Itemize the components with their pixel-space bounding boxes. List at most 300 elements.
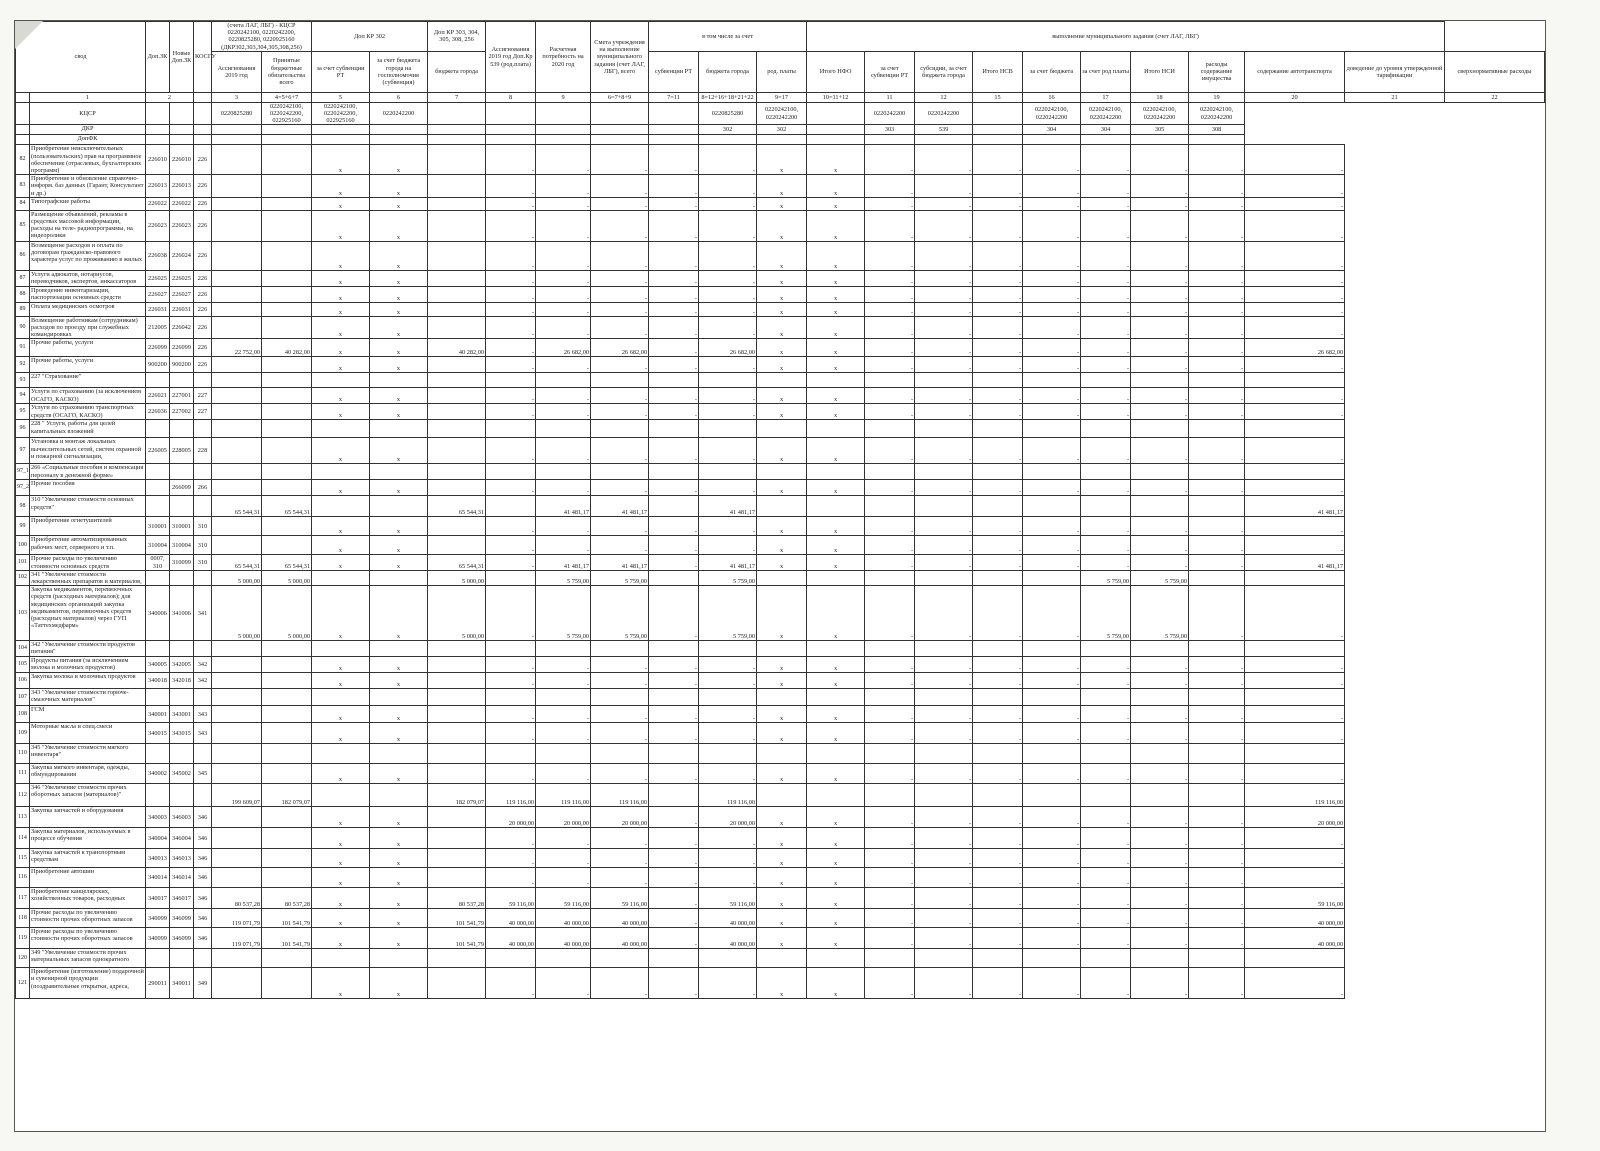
row-name: Закупка запчастей и оборудования xyxy=(30,807,146,828)
dash-mark: - xyxy=(1189,145,1245,175)
dash-mark: - xyxy=(649,270,699,286)
kcsr-code-cell xyxy=(146,102,170,125)
header-dovedenie: доведение до уровня утвержденной тарификации xyxy=(1345,51,1445,92)
header-num: 6 xyxy=(370,92,428,102)
dash-mark: - xyxy=(973,480,1023,496)
dash-mark: - xyxy=(1131,197,1189,210)
value-cell xyxy=(649,496,699,517)
value-cell-sverh: 59 116,00 xyxy=(1245,888,1345,909)
value-cell xyxy=(1023,949,1081,968)
dash-mark: - xyxy=(536,828,591,849)
value-cell-sverh: - xyxy=(1245,145,1345,175)
value-cell xyxy=(312,949,370,968)
row-dop-zk xyxy=(146,784,170,807)
value-cell xyxy=(1023,784,1081,807)
row-name: Продукты питания (за исключением молока и молочных продуктов) xyxy=(30,657,146,673)
dkr-code-cell: 305 xyxy=(1131,125,1189,135)
dash-mark: - xyxy=(1189,968,1245,999)
x-mark: x xyxy=(807,339,865,357)
value-cell xyxy=(262,145,312,175)
header-mun-task: выполнение муниципального задания (счет ЛАГ, ЛБГ) xyxy=(807,22,1445,52)
row-new-dop-zk: 226031 xyxy=(170,302,194,316)
x-mark: x xyxy=(757,388,807,404)
dkr-code-cell xyxy=(312,125,370,135)
x-mark: x xyxy=(807,357,865,373)
value-cell: 5 759,00 xyxy=(699,570,757,585)
value-cell: 5 000,00 xyxy=(262,586,312,641)
value-cell xyxy=(428,210,486,241)
dash-mark: - xyxy=(1131,706,1189,723)
dash-mark: - xyxy=(1131,673,1189,689)
x-mark: x xyxy=(807,517,865,536)
dash-mark: - xyxy=(1131,555,1189,570)
dash-mark: - xyxy=(1081,807,1131,828)
value-cell xyxy=(212,357,262,373)
header-svod: свод xyxy=(16,22,146,93)
value-cell xyxy=(757,373,807,388)
x-mark: x xyxy=(312,316,370,339)
dash-mark: - xyxy=(865,286,915,302)
dkr-code-cell xyxy=(170,125,194,135)
dash-mark: - xyxy=(1023,316,1081,339)
x-mark: x xyxy=(757,586,807,641)
dash-mark: - xyxy=(536,657,591,673)
value-cell-sverh: - xyxy=(1245,586,1345,641)
value-cell xyxy=(262,723,312,744)
dash-mark: - xyxy=(1131,145,1189,175)
x-mark: x xyxy=(312,657,370,673)
value-cell xyxy=(591,464,649,480)
value-cell xyxy=(649,744,699,764)
row-kosgu xyxy=(194,373,212,388)
value-cell: 119 116,00 xyxy=(699,784,757,807)
dash-mark: - xyxy=(536,764,591,784)
row-number: 94 xyxy=(16,388,30,404)
value-cell xyxy=(262,641,312,657)
row-number: 116 xyxy=(16,868,30,888)
dash-mark: - xyxy=(915,764,973,784)
x-mark: x xyxy=(807,807,865,828)
row-dop-zk: 226021 xyxy=(146,388,170,404)
x-mark: x xyxy=(807,316,865,339)
value-cell xyxy=(212,536,262,555)
value-cell xyxy=(428,828,486,849)
x-mark: x xyxy=(370,241,428,270)
dash-mark: - xyxy=(699,723,757,744)
value-cell xyxy=(428,673,486,689)
dash-mark: - xyxy=(1189,241,1245,270)
value-cell xyxy=(428,657,486,673)
kcsr-code-cell: 0220242100, 0220242200, 022925160 xyxy=(312,102,370,125)
value-cell xyxy=(1131,496,1189,517)
dash-mark: - xyxy=(915,536,973,555)
value-cell xyxy=(807,641,865,657)
value-cell xyxy=(486,373,536,388)
x-mark: x xyxy=(312,404,370,420)
header-num: 11 xyxy=(865,92,915,102)
dash-mark: - xyxy=(1023,555,1081,570)
dash-mark: - xyxy=(973,404,1023,420)
kcsr-code-cell: 0220825280 xyxy=(699,102,757,125)
value-cell-sverh: - xyxy=(1245,536,1345,555)
value-cell: 40 000,00 xyxy=(699,928,757,949)
value-cell xyxy=(212,744,262,764)
dash-mark: - xyxy=(865,828,915,849)
value-cell xyxy=(757,420,807,438)
x-mark: x xyxy=(757,706,807,723)
value-cell xyxy=(428,517,486,536)
value-cell xyxy=(973,784,1023,807)
dash-mark: - xyxy=(649,968,699,999)
dash-mark: - xyxy=(973,286,1023,302)
row-number: 105 xyxy=(16,657,30,673)
table-cell xyxy=(146,135,170,145)
row-new-dop-zk: 226024 xyxy=(170,241,194,270)
value-cell xyxy=(915,949,973,968)
value-cell xyxy=(312,744,370,764)
value-cell: 20 000,00 xyxy=(699,807,757,828)
value-cell xyxy=(915,464,973,480)
header-itogo-nsv: Итого НСВ xyxy=(973,51,1023,92)
kcsr-code-cell: 0220242100, 0220242200, 022925160 xyxy=(262,102,312,125)
value-cell: 119 071,79 xyxy=(212,928,262,949)
header-accepted: Принятые бюджетные обязательства всего xyxy=(262,51,312,92)
value-cell xyxy=(312,570,370,585)
row-number: 104 xyxy=(16,641,30,657)
kcsr-code-cell xyxy=(649,102,699,125)
value-cell xyxy=(973,570,1023,585)
dash-mark: - xyxy=(1081,270,1131,286)
dash-mark: - xyxy=(649,673,699,689)
dash-mark: - xyxy=(915,388,973,404)
value-cell xyxy=(699,373,757,388)
x-mark: x xyxy=(807,145,865,175)
value-cell xyxy=(262,828,312,849)
x-mark: x xyxy=(370,388,428,404)
table-row xyxy=(16,480,1545,496)
value-cell: 5 759,00 xyxy=(1081,586,1131,641)
x-mark: x xyxy=(757,480,807,496)
value-cell xyxy=(262,373,312,388)
x-mark: x xyxy=(370,480,428,496)
header-num: 7 xyxy=(428,92,486,102)
dash-mark: - xyxy=(1189,586,1245,641)
dash-mark: - xyxy=(1189,807,1245,828)
row-name: Приобретение автоматизированных рабочих мест, серверного и т.п. xyxy=(30,536,146,555)
x-mark: x xyxy=(370,210,428,241)
x-mark: x xyxy=(370,145,428,175)
value-cell xyxy=(536,373,591,388)
value-cell xyxy=(915,373,973,388)
table-row xyxy=(16,316,1545,339)
value-cell xyxy=(212,764,262,784)
value-cell xyxy=(1081,689,1131,706)
header-num-blank xyxy=(194,92,212,102)
dash-mark: - xyxy=(915,270,973,286)
dash-mark: - xyxy=(1189,210,1245,241)
row-name: Закупка запчастей к транспортным средствам xyxy=(30,849,146,868)
value-cell xyxy=(649,464,699,480)
value-cell xyxy=(807,373,865,388)
dkr-code-cell xyxy=(146,125,170,135)
dash-mark: - xyxy=(865,849,915,868)
value-cell-sverh: - xyxy=(1245,175,1345,198)
dash-mark: - xyxy=(865,723,915,744)
dash-mark: - xyxy=(699,480,757,496)
dash-mark: - xyxy=(1131,807,1189,828)
x-mark: x xyxy=(757,357,807,373)
value-cell: 80 537,28 xyxy=(212,888,262,909)
value-cell-sverh: - xyxy=(1245,657,1345,673)
row-dop-zk xyxy=(146,641,170,657)
value-cell: 20 000,00 xyxy=(486,807,536,828)
dash-mark: - xyxy=(536,868,591,888)
value-cell xyxy=(262,464,312,480)
value-cell: 65 544,31 xyxy=(428,496,486,517)
row-kosgu: 346 xyxy=(194,909,212,928)
dash-mark: - xyxy=(536,673,591,689)
value-cell xyxy=(1023,464,1081,480)
dash-mark: - xyxy=(1189,706,1245,723)
row-kosgu: 346 xyxy=(194,807,212,828)
dash-mark: - xyxy=(486,145,536,175)
header-kcsr-group: (счета ЛАГ, ЛБГ) - КЦСР 0220242100, 0220242200, 0220825280, 0220925160 (ДКР302,303,304,305,308,256) xyxy=(212,22,312,52)
value-cell xyxy=(1131,641,1189,657)
dash-mark: - xyxy=(1023,175,1081,198)
dash-mark: - xyxy=(915,241,973,270)
value-cell: 65 544,31 xyxy=(428,555,486,570)
row-new-dop-zk xyxy=(170,570,194,585)
value-cell xyxy=(212,657,262,673)
row-new-dop-zk: 900200 xyxy=(170,357,194,373)
value-cell xyxy=(1081,496,1131,517)
x-mark: x xyxy=(370,764,428,784)
value-cell xyxy=(212,145,262,175)
x-mark: x xyxy=(807,928,865,949)
value-cell-sverh: 26 682,00 xyxy=(1245,339,1345,357)
row-new-dop-zk: 342018 xyxy=(170,673,194,689)
x-mark: x xyxy=(807,388,865,404)
x-mark: x xyxy=(757,928,807,949)
dash-mark: - xyxy=(973,357,1023,373)
x-mark: x xyxy=(370,555,428,570)
row-new-dop-zk: 349011 xyxy=(170,968,194,999)
dash-mark: - xyxy=(973,723,1023,744)
table-row xyxy=(16,673,1545,689)
x-mark: x xyxy=(370,286,428,302)
x-mark: x xyxy=(807,888,865,909)
dash-mark: - xyxy=(536,723,591,744)
dash-mark: - xyxy=(1081,210,1131,241)
dash-mark: - xyxy=(1131,657,1189,673)
value-cell: 65 544,31 xyxy=(212,496,262,517)
x-mark: x xyxy=(807,210,865,241)
header-rod-platy: род. платы xyxy=(757,51,807,92)
row-new-dop-zk: 346099 xyxy=(170,928,194,949)
table-cell xyxy=(699,135,757,145)
table-cell xyxy=(915,135,973,145)
table-row xyxy=(16,784,1545,807)
x-mark: x xyxy=(757,517,807,536)
table-cell xyxy=(486,135,536,145)
value-cell xyxy=(262,849,312,868)
row-number: 106 xyxy=(16,673,30,689)
value-cell xyxy=(1081,420,1131,438)
dash-mark: - xyxy=(699,968,757,999)
value-cell xyxy=(212,404,262,420)
x-mark: x xyxy=(312,286,370,302)
dash-mark: - xyxy=(973,888,1023,909)
dash-mark: - xyxy=(915,286,973,302)
table-row xyxy=(16,270,1545,286)
dash-mark: - xyxy=(915,849,973,868)
dash-mark: - xyxy=(699,764,757,784)
row-dop-zk: 340005 xyxy=(146,657,170,673)
dash-mark: - xyxy=(915,517,973,536)
value-cell xyxy=(1023,744,1081,764)
dash-mark: - xyxy=(591,241,649,270)
value-cell: 65 544,31 xyxy=(262,496,312,517)
kcsr-code-cell: 0220242100, 0220242200 xyxy=(1189,102,1245,125)
x-mark: x xyxy=(312,555,370,570)
dash-mark: - xyxy=(1081,339,1131,357)
dash-mark: - xyxy=(536,357,591,373)
row-dop-zk: 226027 xyxy=(146,286,170,302)
dash-mark: - xyxy=(649,302,699,316)
value-cell xyxy=(1131,373,1189,388)
table-cell xyxy=(1023,135,1081,145)
dash-mark: - xyxy=(699,517,757,536)
dash-mark: - xyxy=(536,241,591,270)
value-cell xyxy=(312,420,370,438)
x-mark: x xyxy=(370,197,428,210)
row-name: 349 "Увеличение стоимости прочих материальных запасов однократного xyxy=(30,949,146,968)
value-cell xyxy=(262,480,312,496)
kcsr-row xyxy=(16,102,1545,125)
dash-mark: - xyxy=(865,480,915,496)
dash-mark: - xyxy=(973,764,1023,784)
dash-mark: - xyxy=(1023,404,1081,420)
dash-mark: - xyxy=(915,909,973,928)
value-cell xyxy=(212,723,262,744)
x-mark: x xyxy=(312,270,370,286)
value-cell xyxy=(262,673,312,689)
dash-mark: - xyxy=(1081,145,1131,175)
dash-mark: - xyxy=(865,928,915,949)
x-mark: x xyxy=(757,673,807,689)
dash-mark: - xyxy=(591,438,649,464)
dkr-code-cell xyxy=(212,125,262,135)
header-num: 21 xyxy=(1345,92,1445,102)
value-cell: 59 116,00 xyxy=(536,888,591,909)
value-cell xyxy=(486,744,536,764)
x-mark: x xyxy=(757,210,807,241)
value-cell: 80 537,28 xyxy=(262,888,312,909)
dash-mark: - xyxy=(1023,673,1081,689)
value-cell xyxy=(865,641,915,657)
dash-mark: - xyxy=(973,517,1023,536)
dash-mark: - xyxy=(1081,302,1131,316)
row-new-dop-zk: 346003 xyxy=(170,807,194,828)
kcsr-code-cell xyxy=(973,102,1023,125)
row-kosgu: 228 xyxy=(194,438,212,464)
x-mark: x xyxy=(370,586,428,641)
header-num: 7=11 xyxy=(649,92,699,102)
value-cell-sverh xyxy=(1245,949,1345,968)
row-new-dop-zk xyxy=(170,464,194,480)
value-cell xyxy=(1189,744,1245,764)
dash-mark: - xyxy=(486,241,536,270)
dash-mark: - xyxy=(591,764,649,784)
x-mark: x xyxy=(370,357,428,373)
dash-mark: - xyxy=(865,673,915,689)
dash-mark: - xyxy=(536,210,591,241)
dash-mark: - xyxy=(649,555,699,570)
value-cell xyxy=(757,464,807,480)
x-mark: x xyxy=(807,302,865,316)
value-cell-sverh: 41 481,17 xyxy=(1245,496,1345,517)
dash-mark: - xyxy=(486,175,536,198)
value-cell: 20 000,00 xyxy=(536,807,591,828)
value-cell xyxy=(428,175,486,198)
table-cell xyxy=(757,135,807,145)
x-mark: x xyxy=(370,807,428,828)
x-mark: x xyxy=(757,302,807,316)
dash-mark: - xyxy=(1081,764,1131,784)
dash-mark: - xyxy=(649,706,699,723)
table-row xyxy=(16,438,1545,464)
table-row xyxy=(16,286,1545,302)
row-kosgu: 226 xyxy=(194,286,212,302)
row-dop-zk: 226013 xyxy=(146,175,170,198)
table-cell xyxy=(194,135,212,145)
dash-mark: - xyxy=(1023,286,1081,302)
dash-mark: - xyxy=(1189,657,1245,673)
row-number: 117 xyxy=(16,888,30,909)
x-mark: x xyxy=(312,388,370,404)
dash-mark: - xyxy=(915,210,973,241)
dash-mark: - xyxy=(915,673,973,689)
value-cell xyxy=(973,689,1023,706)
x-mark: x xyxy=(370,302,428,316)
dash-mark: - xyxy=(865,807,915,828)
dash-mark: - xyxy=(915,928,973,949)
dash-mark: - xyxy=(865,197,915,210)
row-new-dop-zk xyxy=(170,641,194,657)
dash-mark: - xyxy=(1023,270,1081,286)
row-new-dop-zk xyxy=(170,784,194,807)
dash-mark: - xyxy=(915,723,973,744)
row-new-dop-zk: 341006 xyxy=(170,586,194,641)
value-cell xyxy=(212,388,262,404)
value-cell xyxy=(915,744,973,764)
dash-mark: - xyxy=(1189,723,1245,744)
header-assign-2019: Ассигнования 2019 год xyxy=(212,51,262,92)
row-number: 109 xyxy=(16,723,30,744)
table-row xyxy=(16,928,1545,949)
header-num: 9=17 xyxy=(757,92,807,102)
dash-mark: - xyxy=(973,241,1023,270)
dash-mark: - xyxy=(699,849,757,868)
dash-mark: - xyxy=(1189,828,1245,849)
dash-mark: - xyxy=(973,909,1023,928)
row-name: Возмещение работникам (сотрудникам) расходов по проезду при служебных командировках xyxy=(30,316,146,339)
dkr-label: ДКР xyxy=(30,125,146,135)
value-cell-sverh: - xyxy=(1245,197,1345,210)
dash-mark: - xyxy=(649,723,699,744)
dash-mark: - xyxy=(486,339,536,357)
row-new-dop-zk: 228005 xyxy=(170,438,194,464)
